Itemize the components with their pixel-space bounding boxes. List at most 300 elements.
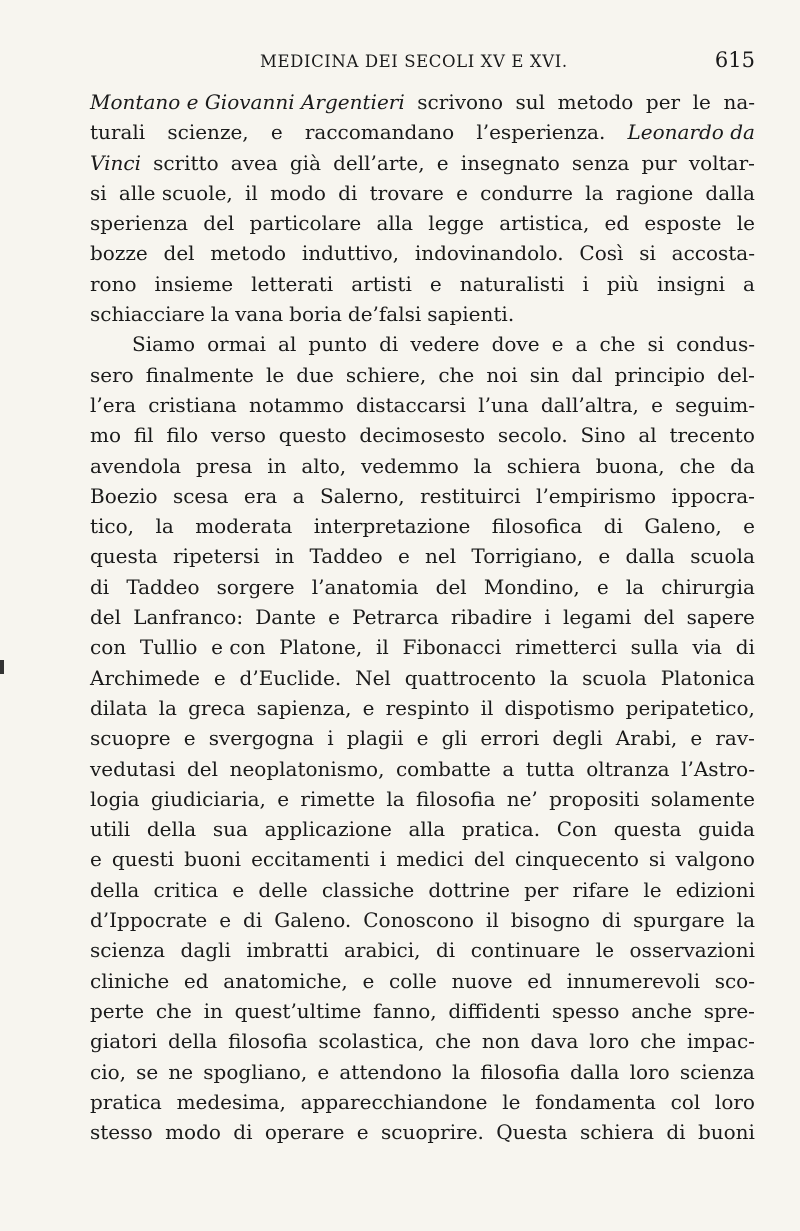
word: sorgere [216,574,295,599]
word: cliniche [90,968,170,993]
word: Galeno, [644,514,722,539]
word: le [736,211,755,236]
text-line [90,87,755,117]
text-line [90,360,755,390]
word: Sino [580,423,626,448]
word: alla [408,817,446,842]
word: del [163,241,195,266]
word: cinquecento [514,847,639,872]
word: col [670,1089,701,1114]
word: di [233,1120,253,1145]
word: sapienza, [256,695,352,720]
text-line [90,269,755,299]
word: questo [278,423,347,448]
word: induttivo, [301,241,400,266]
word: a [292,483,305,508]
word: metodo [557,90,634,114]
word: per [524,877,559,902]
word: di [243,908,263,933]
word: seguim- [675,392,755,417]
word: l’anatomia [311,574,419,599]
word: distaccarsi [356,392,467,417]
word: continuare [470,938,581,963]
word: l’Astro- [681,756,755,781]
word: artisti [351,271,412,296]
word: Questa [496,1120,568,1145]
word: edizioni [675,877,755,902]
word: dagli [180,938,231,963]
word: voltar- [688,150,755,175]
word: via [692,635,722,660]
word: rimetterci [515,635,617,660]
word: dell’arte, [333,150,425,175]
word: combatte [395,756,491,781]
text-line [90,814,755,844]
word: spogliano, [203,1059,308,1084]
word: le [502,1089,521,1114]
word: ed [527,968,552,993]
page-number: 615 [714,48,755,72]
word: anche [631,998,692,1023]
word: Conoscono [363,908,474,933]
word: il [375,635,389,660]
word: l’esperienza. [476,120,606,145]
word: insegnato [460,150,560,175]
word: medesima, [176,1089,286,1114]
word: scuola [690,544,755,569]
word: l’era [90,392,137,417]
word: Lanfranco: [133,605,244,630]
word: utili [90,817,131,842]
word: buoni [697,1120,755,1145]
word: notammo [249,392,344,417]
word: si [90,180,107,205]
word: secolo. [497,423,568,448]
word: e [551,332,564,357]
word: e [456,180,468,205]
word: arabici, [343,938,421,963]
word: errori [480,726,540,751]
word: dottrine [428,877,510,902]
word: era [243,483,278,508]
word: scienza [679,1059,755,1084]
text-line [90,844,755,874]
word: Fibonacci [402,635,502,660]
word: scrivono [417,90,503,114]
word: artistica, [499,211,590,236]
word: ed [183,968,209,993]
text-line [90,693,755,723]
word: le [265,362,285,387]
word: Boezio [90,483,158,508]
word: insieme [154,271,234,296]
word: se [136,1059,159,1084]
word: Taddeo [309,544,383,569]
word: e [416,726,429,751]
word: Montano e Giovanni Argentieri [90,90,405,114]
word: letterati [251,271,334,296]
word: i [544,605,551,630]
word: classiche [321,877,415,902]
text-line [90,663,755,693]
word: e [598,544,611,569]
word: di [338,180,358,205]
word: Leonardo da [627,120,755,145]
word: si [648,847,666,872]
text-line [90,632,755,662]
word: neoplatonismo, [229,756,385,781]
word: Galeno. [274,908,352,933]
word: operare [264,1120,345,1145]
word: valgono [675,847,755,872]
margin-mark [0,660,4,674]
word: scuoprire. [380,1120,484,1145]
word: l’una [478,392,529,417]
word: Con [556,817,597,842]
word: buoni [184,847,242,872]
word: a [575,332,588,357]
word: tutta [525,756,575,781]
word: insigni [656,271,725,296]
word: dove [491,332,540,357]
running-title: MEDICINA DEI SECOLI XV E XVI. [260,52,568,71]
word: presa [195,453,253,478]
word: la [736,908,755,933]
text-line [90,905,755,935]
word: e [596,574,609,599]
word: sero [90,362,134,387]
word: e [270,120,283,145]
word: a [743,271,755,296]
word: dilata [90,695,148,720]
word: e [362,968,375,993]
word: solamente [650,786,755,811]
word: greca [188,695,246,720]
word: Dante [255,605,316,630]
word: verso [210,423,266,448]
word: perte [90,998,145,1023]
word: vedutasi [90,756,176,781]
word: Vinci [90,150,141,175]
word: impac- [686,1029,755,1054]
word: vedemmo [360,453,459,478]
word: della [167,1029,218,1054]
page-header [90,48,755,78]
word: plagii [346,726,404,751]
word: di [436,938,456,963]
word: boria [289,302,342,327]
word: degli [552,726,603,751]
word: pratica [90,1089,162,1114]
word: mo [90,423,122,448]
word: il [485,908,499,933]
word: più [606,271,639,296]
word: spurgare [633,908,725,933]
text-line [90,1087,755,1117]
word: sapere [686,605,755,630]
word: apparecchiandone [300,1089,488,1114]
word: ribadire [450,605,533,630]
text-line [90,541,755,571]
word: ragione [615,180,694,205]
word: condurre [480,180,573,205]
word: fil [133,423,154,448]
word: Petrarca [352,605,439,630]
word: particolare [249,211,362,236]
word: alle scuole, [118,180,233,205]
word: modo [270,180,326,205]
word: e [356,1120,369,1145]
word: del [473,847,505,872]
word: vedere [410,332,480,357]
word: peripatetico, [625,695,755,720]
word: si [639,241,656,266]
text-line [90,117,755,147]
word: Platonica [660,665,755,690]
word: scolastica, [318,1029,425,1054]
word: il [480,695,494,720]
word: ormai [207,332,266,357]
word: innumerevoli [566,968,700,993]
text-line [90,208,755,238]
word: imbratti [246,938,329,963]
word: rimette [300,786,376,811]
text-line [90,1026,755,1056]
word: con [90,635,127,660]
word: e [436,150,449,175]
word: della [146,817,197,842]
word: non [481,1029,520,1054]
word: quest’ultime [234,998,362,1023]
word: che [438,362,475,387]
word: dava [530,1029,579,1054]
text-line [90,511,755,541]
word: l’empirismo [536,483,657,508]
word: guida [698,817,755,842]
word: e [743,514,755,539]
word: oltranza [586,756,670,781]
word: eccitamenti [251,847,370,872]
word: le [595,938,615,963]
word: due [296,362,334,387]
text-line [90,572,755,602]
text-line [90,329,755,359]
word: giatori [90,1029,158,1054]
word: tico, [90,514,135,539]
text-line [90,875,755,905]
body-text [90,87,755,1147]
word: filosofia [228,1029,308,1054]
word: medici [396,847,464,872]
word: la [549,665,569,690]
word: Siamo [132,332,196,357]
word: la [473,453,492,478]
word: già [289,150,321,175]
word: rifare [572,877,630,902]
word: moderata [195,514,293,539]
word: la [210,302,230,327]
word: dalla [570,1059,620,1084]
text-line [90,238,755,268]
word: sin [529,362,560,387]
word: applicazione [264,817,392,842]
text-line [90,754,755,784]
word: a [502,756,515,781]
word: Arabi, [615,726,678,751]
word: indovinandolo. [414,241,564,266]
word: sulla [630,635,679,660]
text-line [90,1057,755,1087]
word: bozze [90,241,148,266]
word: ne [168,1059,194,1084]
word: i [582,271,589,296]
word: osservazioni [629,938,755,963]
word: restituirci [420,483,521,508]
word: di [666,1120,686,1145]
word: giudiciaria, [150,786,266,811]
word: del [90,605,122,630]
word: Torrigiano, [471,544,584,569]
word: al [638,423,657,448]
word: diffidenti [448,998,541,1023]
word: questa [613,817,682,842]
word: d’Euclide. [239,665,342,690]
word: filosofica [491,514,583,539]
word: nuove [451,968,513,993]
word: scritto [153,150,219,175]
word: trovare [369,180,444,205]
word: bisogno [510,908,590,933]
word: senza [571,150,630,175]
word: legge [428,211,484,236]
word: loro [629,1059,670,1084]
word: in [267,453,287,478]
word: Archimede [90,665,200,690]
word: sco- [714,968,755,993]
word: Salerno, [319,483,405,508]
word: Così [579,241,624,266]
word: na- [723,90,755,114]
word: scuola [582,665,647,690]
word: la [155,514,174,539]
word: il [245,180,258,205]
word: rono [90,271,137,296]
word: fanno, [373,998,437,1023]
word: al [278,332,297,357]
word: svergogna [208,726,315,751]
word: e [397,544,410,569]
word: del [186,756,219,781]
word: trecento [669,423,755,448]
text-line [90,148,755,178]
word: dalla [705,180,755,205]
word: sua [212,817,248,842]
word: la [452,1059,471,1084]
word: nel [425,544,457,569]
word: scesa [172,483,229,508]
text-line [90,420,755,450]
word: filo [166,423,199,448]
word: pratica. [461,817,541,842]
word: punto [308,332,368,357]
text-line [90,996,755,1026]
word: e [232,877,245,902]
word: spre- [703,998,755,1023]
word: in [274,544,295,569]
word: turali [90,120,146,145]
text-line [90,481,755,511]
word: dal [571,362,603,387]
text-line [90,299,755,329]
word: che [679,453,716,478]
text-line [90,935,755,965]
word: avea [230,150,278,175]
word: schiera [506,453,581,478]
word: buona, [595,453,665,478]
word: che [640,1029,677,1054]
word: e [690,726,703,751]
word: pur [641,150,677,175]
word: e [183,726,196,751]
word: che [599,332,636,357]
word: e [219,908,232,933]
word: sperienza [90,211,189,236]
word: naturalisti [459,271,565,296]
word: e [213,665,226,690]
word: schiacciare [90,302,205,327]
word: schiere, [345,362,427,387]
word: loro [714,1089,755,1114]
word: le [643,877,662,902]
text-line [90,1117,755,1147]
word: rav- [715,726,755,751]
text-line [90,451,755,481]
word: di [379,332,399,357]
word: ne’ [506,786,538,811]
word: che [155,998,192,1023]
word: per [645,90,681,114]
word: accosta- [671,241,755,266]
word: i [379,847,387,872]
word: e [317,1059,330,1084]
word: respinto [385,695,470,720]
word: esposte [644,211,722,236]
word: scuopre [90,726,171,751]
word: questa [90,544,158,569]
word: i [327,726,334,751]
text-line [90,784,755,814]
word: ed [604,211,630,236]
word: quattrocento [404,665,536,690]
word: del [435,574,467,599]
word: Mondino, [483,574,580,599]
text-line [90,390,755,420]
word: cio, [90,1059,126,1084]
word: si [647,332,665,357]
word: di [603,514,623,539]
word: in [203,998,223,1023]
word: condus- [676,332,755,357]
word: che [435,1029,472,1054]
word: Tullio [139,635,198,660]
word: stesso [90,1120,153,1145]
word: e [90,847,102,872]
word: loro [589,1029,630,1054]
word: principio [614,362,706,387]
word: attendono [339,1059,442,1084]
word: Platone, [279,635,363,660]
text-line [90,966,755,996]
